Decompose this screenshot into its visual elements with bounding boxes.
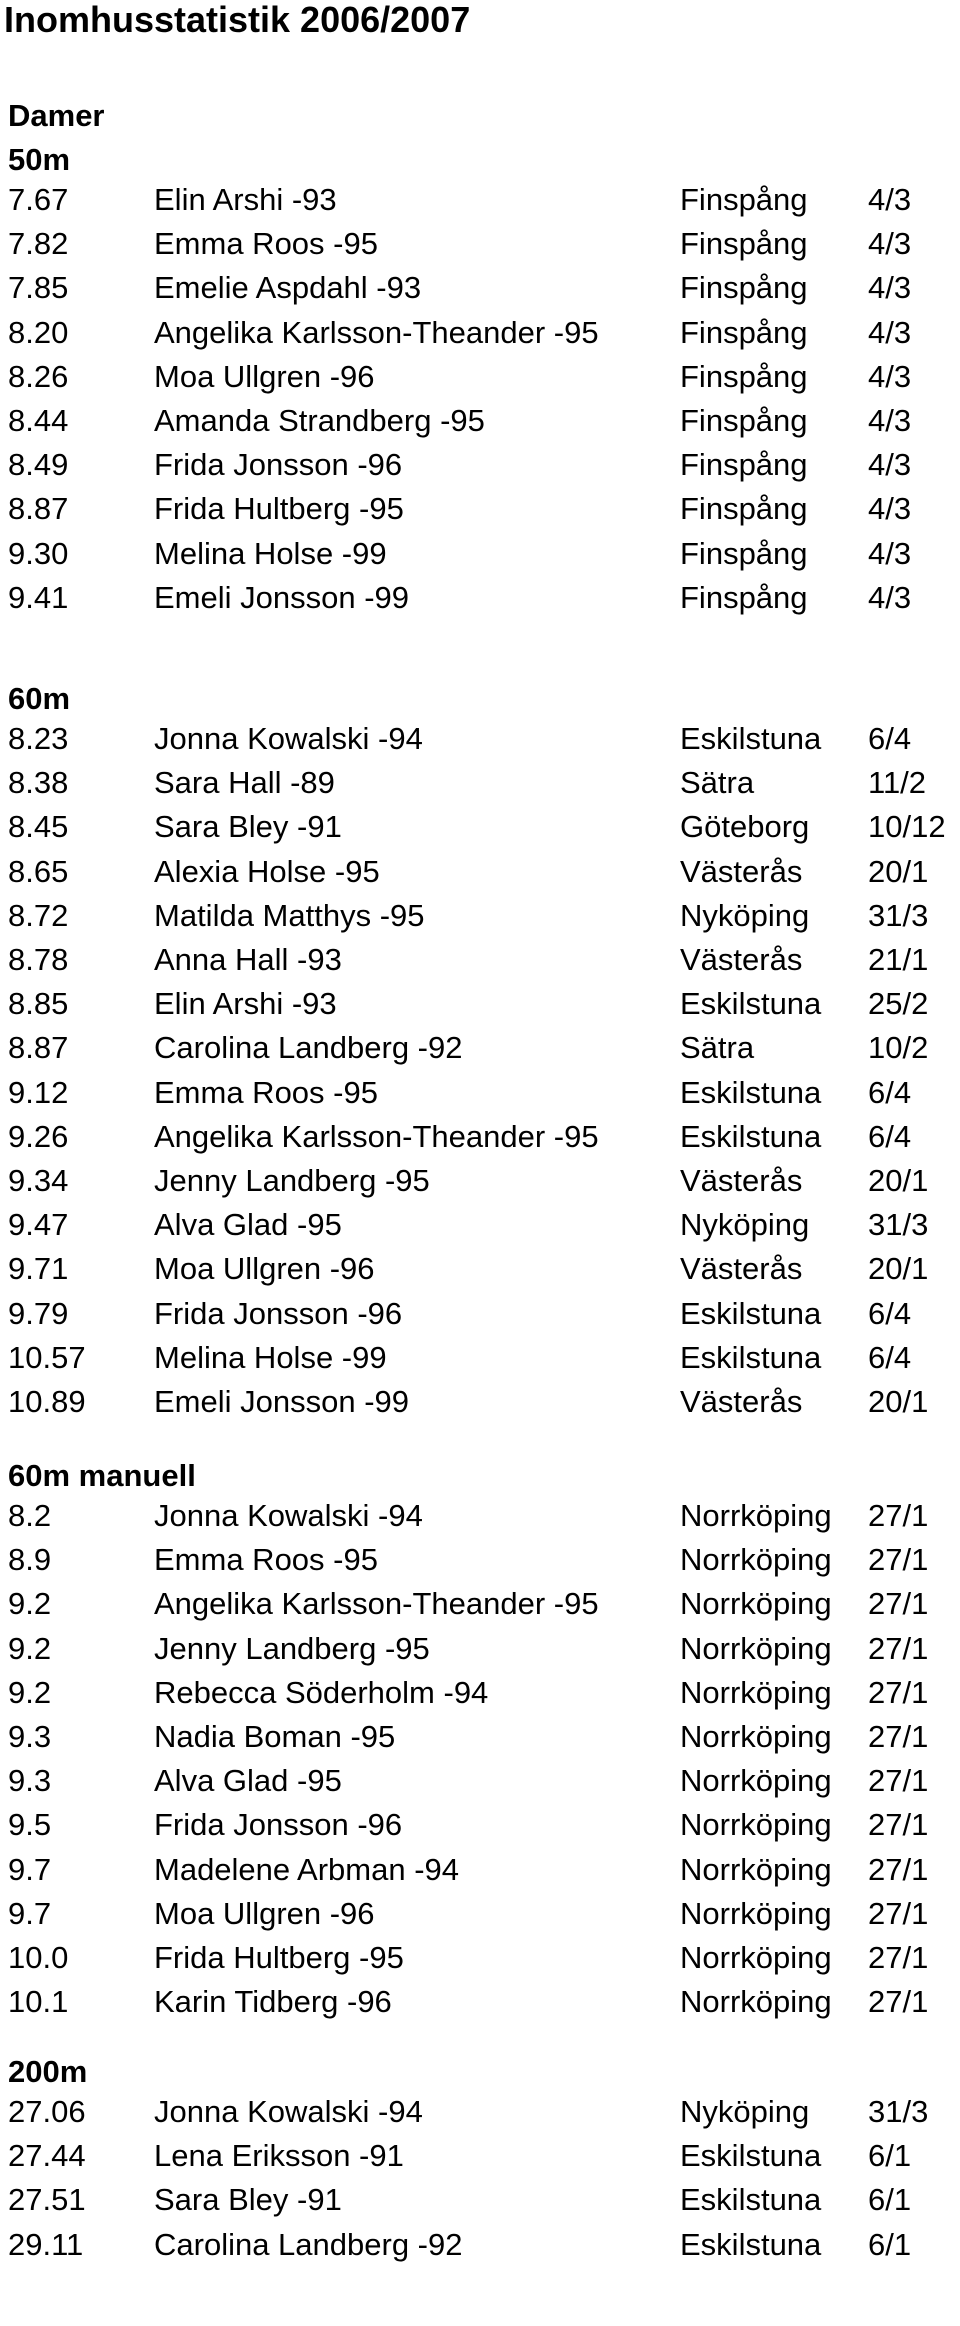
result-athlete: Sara Bley -91 [154,2182,342,2218]
result-athlete: Carolina Landberg -92 [154,1030,463,1066]
result-athlete: Jenny Landberg -95 [154,1630,430,1666]
result-time: 8.72 [8,897,69,933]
result-time: 9.30 [8,535,69,571]
result-athlete: Amanda Strandberg -95 [154,403,485,438]
result-place: Västerås [680,1251,803,1287]
result-athlete: Melina Holse -99 [154,1339,387,1375]
result-athlete: Angelika Karlsson-Theander -95 [154,1586,599,1622]
result-row [0,1891,960,1936]
result-place: Eskilstuna [680,986,822,1022]
result-row [0,442,960,487]
result-time: 10.89 [8,1384,86,1419]
result-row [0,1246,960,1291]
result-time: 8.65 [8,853,69,889]
result-athlete: Emma Roos -95 [154,226,378,262]
result-row [0,1802,960,1847]
result-athlete: Melina Holse -99 [154,535,387,571]
result-athlete: Matilda Matthys -95 [154,897,425,933]
result-time: 8.87 [8,1030,69,1066]
result-row [0,1158,960,1203]
result-date: 6/4 [868,1339,912,1375]
result-athlete: Alva Glad -95 [154,1207,342,1243]
result-place: Finspång [680,270,808,306]
result-athlete: Elin Arshi -93 [154,986,337,1022]
result-time: 9.71 [8,1251,69,1287]
result-row [0,2133,960,2178]
result-date: 6/4 [868,721,912,756]
result-time: 9.2 [8,1630,52,1666]
result-place: Eskilstuna [680,1118,822,1154]
result-date: 4/3 [868,182,912,217]
result-time: 8.38 [8,765,69,801]
result-time: 10.0 [8,1940,69,1975]
result-time: 9.2 [8,1674,52,1710]
category-heading: Damer [8,98,105,133]
result-place: Eskilstuna [680,721,822,756]
result-date: 27/1 [868,1586,929,1622]
result-time: 10.57 [8,1339,86,1375]
result-date: 20/1 [868,1384,929,1419]
result-athlete: Alexia Holse -95 [154,853,380,889]
result-date: 27/1 [868,1895,929,1931]
result-place: Finspång [680,358,808,394]
result-place: Norrköping [680,1851,832,1887]
result-row [0,1979,960,2024]
result-row [0,354,960,399]
result-date: 27/1 [868,1542,929,1578]
result-place: Västerås [680,1384,803,1419]
result-row [0,2089,960,2134]
result-row [0,1537,960,1582]
result-date: 20/1 [868,1163,929,1198]
result-time: 10.1 [8,1984,69,2020]
result-date: 4/3 [868,226,912,262]
result-place: Västerås [680,942,803,977]
result-row [0,981,960,1026]
result-athlete: Emma Roos -95 [154,1074,378,1110]
result-place: Nyköping [680,2094,810,2129]
result-time: 8.44 [8,403,69,438]
result-athlete: Sara Hall -89 [154,765,335,801]
result-time: 8.26 [8,358,69,394]
result-time: 8.45 [8,809,69,845]
result-time: 9.41 [8,579,69,615]
result-time: 7.67 [8,182,69,217]
result-place: Norrköping [680,1498,832,1533]
result-date: 4/3 [868,314,912,350]
result-place: Norrköping [680,1895,832,1931]
result-athlete: Moa Ullgren -96 [154,1251,375,1287]
result-time: 8.20 [8,314,69,350]
result-time: 8.2 [8,1498,52,1533]
result-date: 6/1 [868,2182,912,2218]
result-athlete: Nadia Boman -95 [154,1719,396,1754]
result-athlete: Sara Bley -91 [154,809,342,845]
result-row [0,1935,960,1980]
result-place: Eskilstuna [680,2138,822,2174]
result-row [0,1291,960,1336]
result-place: Norrköping [680,1586,832,1622]
result-row [0,1758,960,1803]
result-time: 7.82 [8,226,69,262]
result-athlete: Elin Arshi -93 [154,182,337,217]
result-athlete: Emelie Aspdahl -93 [154,270,422,306]
result-date: 25/2 [868,986,929,1022]
result-place: Sätra [680,765,755,801]
result-place: Norrköping [680,1807,832,1843]
result-athlete: Emeli Jonsson -99 [154,579,410,615]
result-date: 4/3 [868,491,912,527]
result-date: 10/12 [868,809,946,845]
result-time: 8.49 [8,447,69,483]
result-place: Nyköping [680,1207,810,1243]
result-athlete: Frida Jonsson -96 [154,447,403,483]
result-row [0,2222,960,2267]
result-athlete: Madelene Arbman -94 [154,1851,460,1887]
result-time: 27.51 [8,2182,86,2218]
result-place: Göteborg [680,809,810,845]
result-row [0,804,960,849]
result-place: Finspång [680,447,808,483]
result-date: 27/1 [868,1498,929,1533]
result-row [0,310,960,355]
result-time: 9.5 [8,1807,52,1843]
result-date: 27/1 [868,1940,929,1975]
result-place: Norrköping [680,1763,832,1799]
result-row [0,486,960,531]
result-date: 27/1 [868,1851,929,1887]
result-row [0,760,960,805]
result-athlete: Moa Ullgren -96 [154,358,375,394]
result-time: 9.79 [8,1295,69,1331]
result-row [0,937,960,982]
event-title: 50m [8,142,71,177]
result-place: Norrköping [680,1984,832,2020]
result-time: 9.34 [8,1163,69,1198]
result-date: 31/3 [868,897,929,933]
result-row [0,1626,960,1671]
result-place: Eskilstuna [680,1339,822,1375]
result-athlete: Karin Tidberg -96 [154,1984,392,2020]
result-row [0,1025,960,1070]
result-time: 27.06 [8,2094,86,2129]
result-athlete: Anna Hall -93 [154,942,342,977]
result-date: 31/3 [868,2094,929,2129]
result-place: Eskilstuna [680,2226,822,2262]
result-date: 6/4 [868,1295,912,1331]
result-time: 8.78 [8,942,69,977]
result-place: Finspång [680,314,808,350]
result-place: Finspång [680,491,808,527]
result-time: 9.3 [8,1763,52,1799]
result-place: Eskilstuna [680,2182,822,2218]
result-row [0,1493,960,1538]
result-athlete: Jonna Kowalski -94 [154,1498,423,1533]
result-athlete: Jonna Kowalski -94 [154,721,423,756]
result-row [0,1202,960,1247]
result-place: Västerås [680,1163,803,1198]
result-athlete: Jenny Landberg -95 [154,1163,430,1198]
result-athlete: Frida Hultberg -95 [154,491,404,527]
result-row [0,893,960,938]
result-date: 27/1 [868,1719,929,1754]
result-place: Finspång [680,579,808,615]
result-row [0,1114,960,1159]
event-title: 60m [8,681,71,716]
result-athlete: Rebecca Söderholm -94 [154,1674,489,1710]
result-row [0,1847,960,1892]
result-date: 6/1 [868,2226,912,2262]
result-row [0,1070,960,1115]
result-row [0,575,960,620]
result-date: 11/2 [868,765,927,801]
result-athlete: Emeli Jonsson -99 [154,1384,410,1419]
result-athlete: Angelika Karlsson-Theander -95 [154,314,599,350]
result-row [0,531,960,576]
result-date: 6/4 [868,1118,912,1154]
event-title: 60m manuell [8,1458,196,1493]
result-place: Finspång [680,182,808,217]
result-date: 4/3 [868,403,912,438]
result-athlete: Frida Jonsson -96 [154,1807,403,1843]
result-date: 21/1 [868,942,929,977]
result-row [0,2177,960,2222]
result-row [0,1335,960,1380]
result-row [0,265,960,310]
result-row [0,716,960,761]
result-time: 9.3 [8,1719,52,1754]
result-place: Norrköping [680,1630,832,1666]
result-date: 6/1 [868,2138,912,2174]
result-date: 31/3 [868,1207,929,1243]
result-athlete: Frida Hultberg -95 [154,1940,404,1975]
result-date: 27/1 [868,1674,929,1710]
event-title: 200m [8,2054,88,2089]
result-athlete: Jonna Kowalski -94 [154,2094,423,2129]
result-athlete: Moa Ullgren -96 [154,1895,375,1931]
result-time: 9.7 [8,1895,52,1931]
result-place: Västerås [680,853,803,889]
result-place: Sätra [680,1030,755,1066]
result-time: 29.11 [8,2226,84,2262]
result-row [0,849,960,894]
result-date: 4/3 [868,270,912,306]
result-date: 4/3 [868,447,912,483]
result-row [0,1670,960,1715]
result-place: Finspång [680,403,808,438]
result-athlete: Angelika Karlsson-Theander -95 [154,1118,599,1154]
page-title: Inomhusstatistik 2006/2007 [4,0,471,40]
result-row [0,398,960,443]
result-place: Eskilstuna [680,1295,822,1331]
result-place: Norrköping [680,1940,832,1975]
result-row [0,1714,960,1759]
result-row [0,1379,960,1424]
result-place: Nyköping [680,897,810,933]
result-time: 7.85 [8,270,69,306]
result-athlete: Emma Roos -95 [154,1542,378,1578]
result-date: 20/1 [868,853,929,889]
result-date: 10/2 [868,1030,929,1066]
result-row [0,1581,960,1626]
result-place: Finspång [680,226,808,262]
result-time: 9.47 [8,1207,69,1243]
result-row [0,177,960,222]
result-time: 8.9 [8,1542,52,1578]
result-date: 27/1 [868,1630,929,1666]
result-time: 9.12 [8,1074,69,1110]
result-time: 27.44 [8,2138,86,2174]
result-date: 4/3 [868,358,912,394]
result-date: 27/1 [868,1984,929,2020]
result-date: 27/1 [868,1807,929,1843]
result-date: 4/3 [868,579,912,615]
result-athlete: Lena Eriksson -91 [154,2138,404,2174]
result-place: Norrköping [680,1542,832,1578]
result-place: Norrköping [680,1719,832,1754]
result-place: Norrköping [680,1674,832,1710]
result-date: 20/1 [868,1251,929,1287]
result-date: 6/4 [868,1074,912,1110]
result-time: 9.7 [8,1851,52,1887]
result-time: 9.26 [8,1118,69,1154]
result-time: 8.85 [8,986,69,1022]
result-time: 8.23 [8,721,69,756]
result-date: 27/1 [868,1763,929,1799]
result-place: Finspång [680,535,808,571]
result-athlete: Alva Glad -95 [154,1763,342,1799]
result-athlete: Frida Jonsson -96 [154,1295,403,1331]
result-place: Eskilstuna [680,1074,822,1110]
result-time: 9.2 [8,1586,52,1622]
result-row [0,221,960,266]
result-time: 8.87 [8,491,69,527]
result-athlete: Carolina Landberg -92 [154,2226,463,2262]
result-date: 4/3 [868,535,912,571]
